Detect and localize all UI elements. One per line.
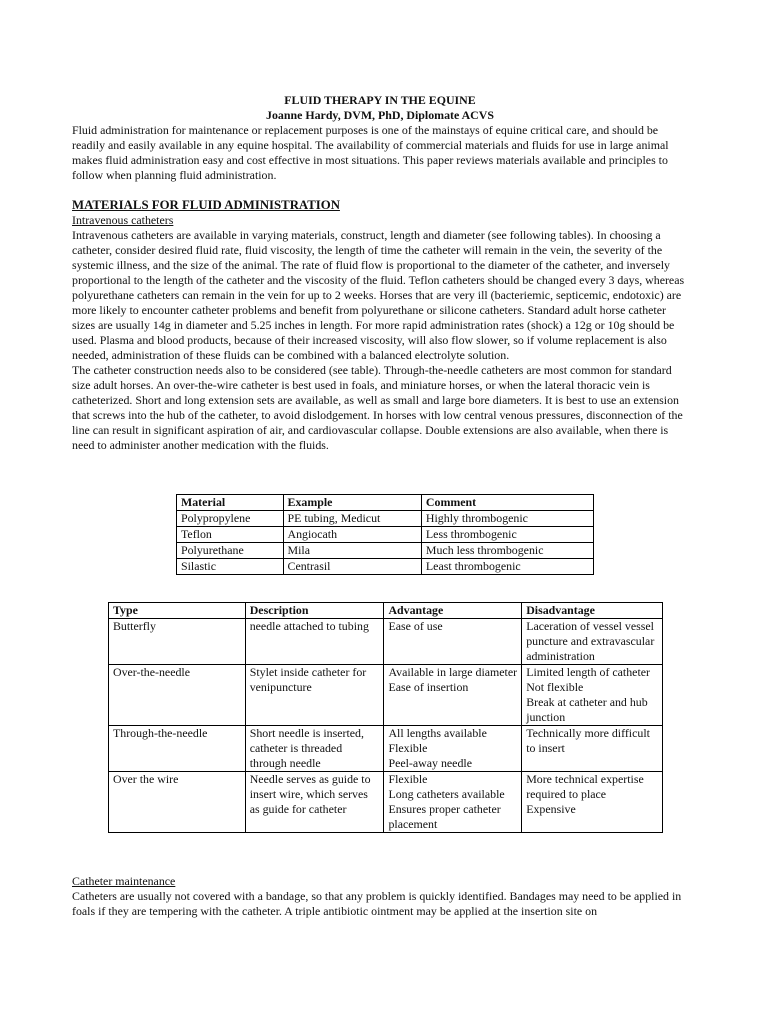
table-cell: Short needle is inserted, catheter is threaded through needle xyxy=(245,726,384,772)
table-row xyxy=(177,527,594,543)
subheading-catheter-maintenance: Catheter maintenance xyxy=(72,874,176,888)
table-cell: Flexible Long catheters available Ensures proper catheter placement xyxy=(384,772,522,833)
header-advantage: Advantage xyxy=(384,603,522,619)
table-cell: Limited length of catheter Not flexible Break at catheter and hub junction xyxy=(522,665,663,726)
table-cell: Needle serves as guide to insert wire, which serves as guide for catheter xyxy=(245,772,384,833)
table-cell: Polypropylene xyxy=(177,511,284,527)
header-type: Type xyxy=(109,603,246,619)
table-cell: More technical expertise required to place Expensive xyxy=(522,772,663,833)
table-cell: All lengths available Flexible Peel-away needle xyxy=(384,726,522,772)
table-row xyxy=(109,726,663,772)
intro-paragraph: Fluid administration for maintenance or replacement purposes is one of the mainstays of equine critical care, and should be readily and easily available in any equine hospital. The availability of commercial materials and fluids for use in large animal makes fluid administration easy and cost effective in most situations. This paper reviews materials available and principles to follow when planning fluid administration. xyxy=(72,123,669,182)
catheter-maintenance-section xyxy=(72,874,688,919)
document-author: Joanne Hardy, DVM, PhD, Diplomate ACVS xyxy=(266,108,494,122)
table-row xyxy=(177,559,594,575)
catheter-types-table xyxy=(108,602,663,833)
table-cell: needle attached to tubing xyxy=(245,619,384,665)
table-cell: Stylet inside catheter for venipuncture xyxy=(245,665,384,726)
table-cell: Angiocath xyxy=(283,527,421,543)
table-cell: Available in large diameter Ease of insertion xyxy=(384,665,522,726)
materials-table xyxy=(176,494,594,575)
header-disadvantage: Disadvantage xyxy=(522,603,663,619)
iv-catheters-paragraph: Intravenous catheters are available in varying materials, construct, length and diameter (see following tables). In choosing a catheter, consider desired fluid rate, fluid viscosity, the length of time the catheter will remain in the vein, the severity of the systemic illness, and the size of the animal. The rate of fluid flow is proportional to the diameter of the catheter, and inversely proportional to the length of the catheter and the viscosity of the fluid. Teflon catheters should be changed every 3 days, whereas polyurethane catheters can remain in the vein for up to 2 weeks. Horses that are very ill (bacteriemic, septicemic, endotoxic) are more likely to encounter catheter problems and benefit from polyurethane or silicone catheters. Standard adult horse catheter sizes are usually 14g in diameter and 5.25 inches in length. For more rapid administration rates (shock) a 12g or 10g should be used. Plasma and blood products, because of their increased viscosity, will also flow slower, so if volume replacement is also needed, administration of these fluids can be combined with a balanced electrolyte solution. xyxy=(72,228,685,362)
table-cell: Highly thrombogenic xyxy=(421,511,593,527)
table-cell: Laceration of vessel vessel puncture and extravascular administration xyxy=(522,619,663,665)
document-body xyxy=(72,93,688,453)
table-cell: Technically more difficult to insert xyxy=(522,726,663,772)
table-cell: Through-the-needle xyxy=(109,726,246,772)
section-heading: MATERIALS FOR FLUID ADMINISTRATION xyxy=(72,198,340,212)
subheading-intravenous-catheters: Intravenous catheters xyxy=(72,213,174,227)
table-cell: Centrasil xyxy=(283,559,421,575)
catheter-types-table-header xyxy=(109,603,663,619)
table-cell: Mila xyxy=(283,543,421,559)
table-row xyxy=(177,511,594,527)
table-row xyxy=(109,619,663,665)
table-cell: Silastic xyxy=(177,559,284,575)
table-row xyxy=(109,665,663,726)
header-comment: Comment xyxy=(421,495,593,511)
table-cell: Over the wire xyxy=(109,772,246,833)
table-row xyxy=(177,543,594,559)
header-material: Material xyxy=(177,495,284,511)
table-cell: Ease of use xyxy=(384,619,522,665)
table-cell: PE tubing, Medicut xyxy=(283,511,421,527)
table-cell: Over-the-needle xyxy=(109,665,246,726)
document-title: FLUID THERAPY IN THE EQUINE xyxy=(284,93,476,107)
materials-table-header xyxy=(177,495,594,511)
table-cell: Teflon xyxy=(177,527,284,543)
table-cell: Polyurethane xyxy=(177,543,284,559)
table-cell: Less thrombogenic xyxy=(421,527,593,543)
table-row xyxy=(109,772,663,833)
table-cell: Least thrombogenic xyxy=(421,559,593,575)
table-cell: Much less thrombogenic xyxy=(421,543,593,559)
catheter-maintenance-paragraph: Catheters are usually not covered with a bandage, so that any problem is quickly identified. Bandages may need to be applied in foals if they are tempering with the catheter. A triple antibiotic ointment may be applied at the insertion site on xyxy=(72,889,682,918)
table-cell: Butterfly xyxy=(109,619,246,665)
header-description: Description xyxy=(245,603,384,619)
header-example: Example xyxy=(283,495,421,511)
construction-paragraph: The catheter construction needs also to be considered (see table). Through-the-needle catheters are most common for standard size adult horses. An over-the-wire catheter is best used in foals, and miniature horses, or when the lateral thoracic vein is catheterized. Short and long extension sets are available, as well as small and large bore diameters. It is best to use an extension that screws into the hub of the catheter, to avoid dislodgement. In horses with low central venous pressures, disconnection of the line can result in significant aspiration of air, and cardiovascular collapse. Double extensions are also available, when there is need to administer another medication with the fluids. xyxy=(72,363,683,452)
